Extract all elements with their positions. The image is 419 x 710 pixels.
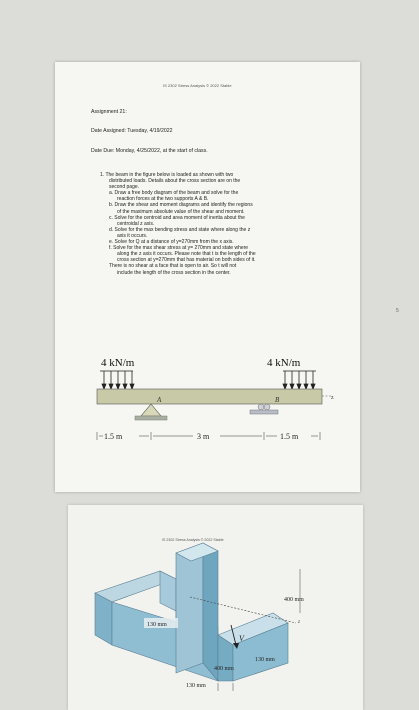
distributed-load-left [100, 371, 134, 389]
page-header: IS 2302 Stress Analysis © 2022 Stable [162, 538, 224, 542]
item-d: d. Solve for the max bending stress and state where along the z [109, 226, 251, 233]
problem-intro-line: distributed loads. Details about the cross section are on the [109, 178, 241, 185]
support-a-label: A [157, 396, 162, 404]
item-b: of the maximum absolute value of the shear and moment. [117, 208, 245, 215]
item-e: e. Solve for Q at a distance of y=270mm from the x axis. [109, 239, 234, 246]
z-axis-label: z [331, 395, 334, 401]
date-assigned: Date Assigned: Tuesday, 4/19/2022 [91, 128, 173, 134]
beam [97, 389, 322, 404]
dim-left-label: 1.5 m [104, 432, 123, 441]
distributed-load-right [283, 371, 316, 389]
load-right-label: 4 kN/m [267, 357, 301, 369]
page-1 [55, 62, 360, 492]
item-c: c. Solve for the centroid and area moment of inertia about the [109, 214, 245, 221]
date-due: Date Due: Monday, 4/25/2022, at the start of class. [91, 148, 208, 154]
dim-mid-label: 3 m [197, 432, 210, 441]
item-f: cross section at y=270mm that has material on both sides of it. [117, 257, 256, 264]
cross-section-figure [68, 505, 363, 710]
dim-left: 130 mm [147, 622, 167, 628]
item-a: a. Draw a free body diagram of the beam and solve for the [109, 190, 239, 197]
page-2 [68, 505, 363, 710]
dim-bottom-right: 130 mm [255, 657, 275, 663]
problem-intro-line: 1. The beam in the figure below is loaded as shown with two [100, 172, 234, 178]
dim-bottom-mid: 400 mm [214, 666, 234, 672]
support-b-label: B [275, 396, 280, 404]
item-c: centroidal z axis. [117, 220, 155, 227]
item-f: f. Solve for the max shear stress at y= 270mm and state where [109, 245, 249, 252]
page-header: IS 2302 Stress Analysis © 2022 Stable [163, 83, 232, 88]
shear-label: V [239, 634, 244, 643]
item-f: along the z axis it occurs. Please note that t is the length of the [117, 251, 256, 258]
margin-mark: 5 [396, 308, 399, 314]
note: There is no shear at a face that is open to air. So t will not [109, 263, 237, 270]
load-left-label: 4 kN/m [101, 357, 135, 369]
assignment-title: Assignment 21: [91, 109, 127, 115]
problem-intro-line: second page. [109, 184, 140, 191]
z-axis-label: z [298, 620, 300, 625]
note: include the length of the cross section in the center. [117, 269, 231, 276]
beam-figure [55, 62, 360, 492]
item-a: reaction forces at the two supports A & B. [117, 196, 209, 203]
dim-bottom: 130 mm [186, 683, 206, 689]
item-b: b. Draw the shear and moment diagrams and identify the regions [109, 202, 253, 209]
item-d: axis it occurs. [117, 232, 148, 239]
dim-top-right: 400 mm [284, 597, 304, 603]
dim-right-label: 1.5 m [280, 432, 299, 441]
